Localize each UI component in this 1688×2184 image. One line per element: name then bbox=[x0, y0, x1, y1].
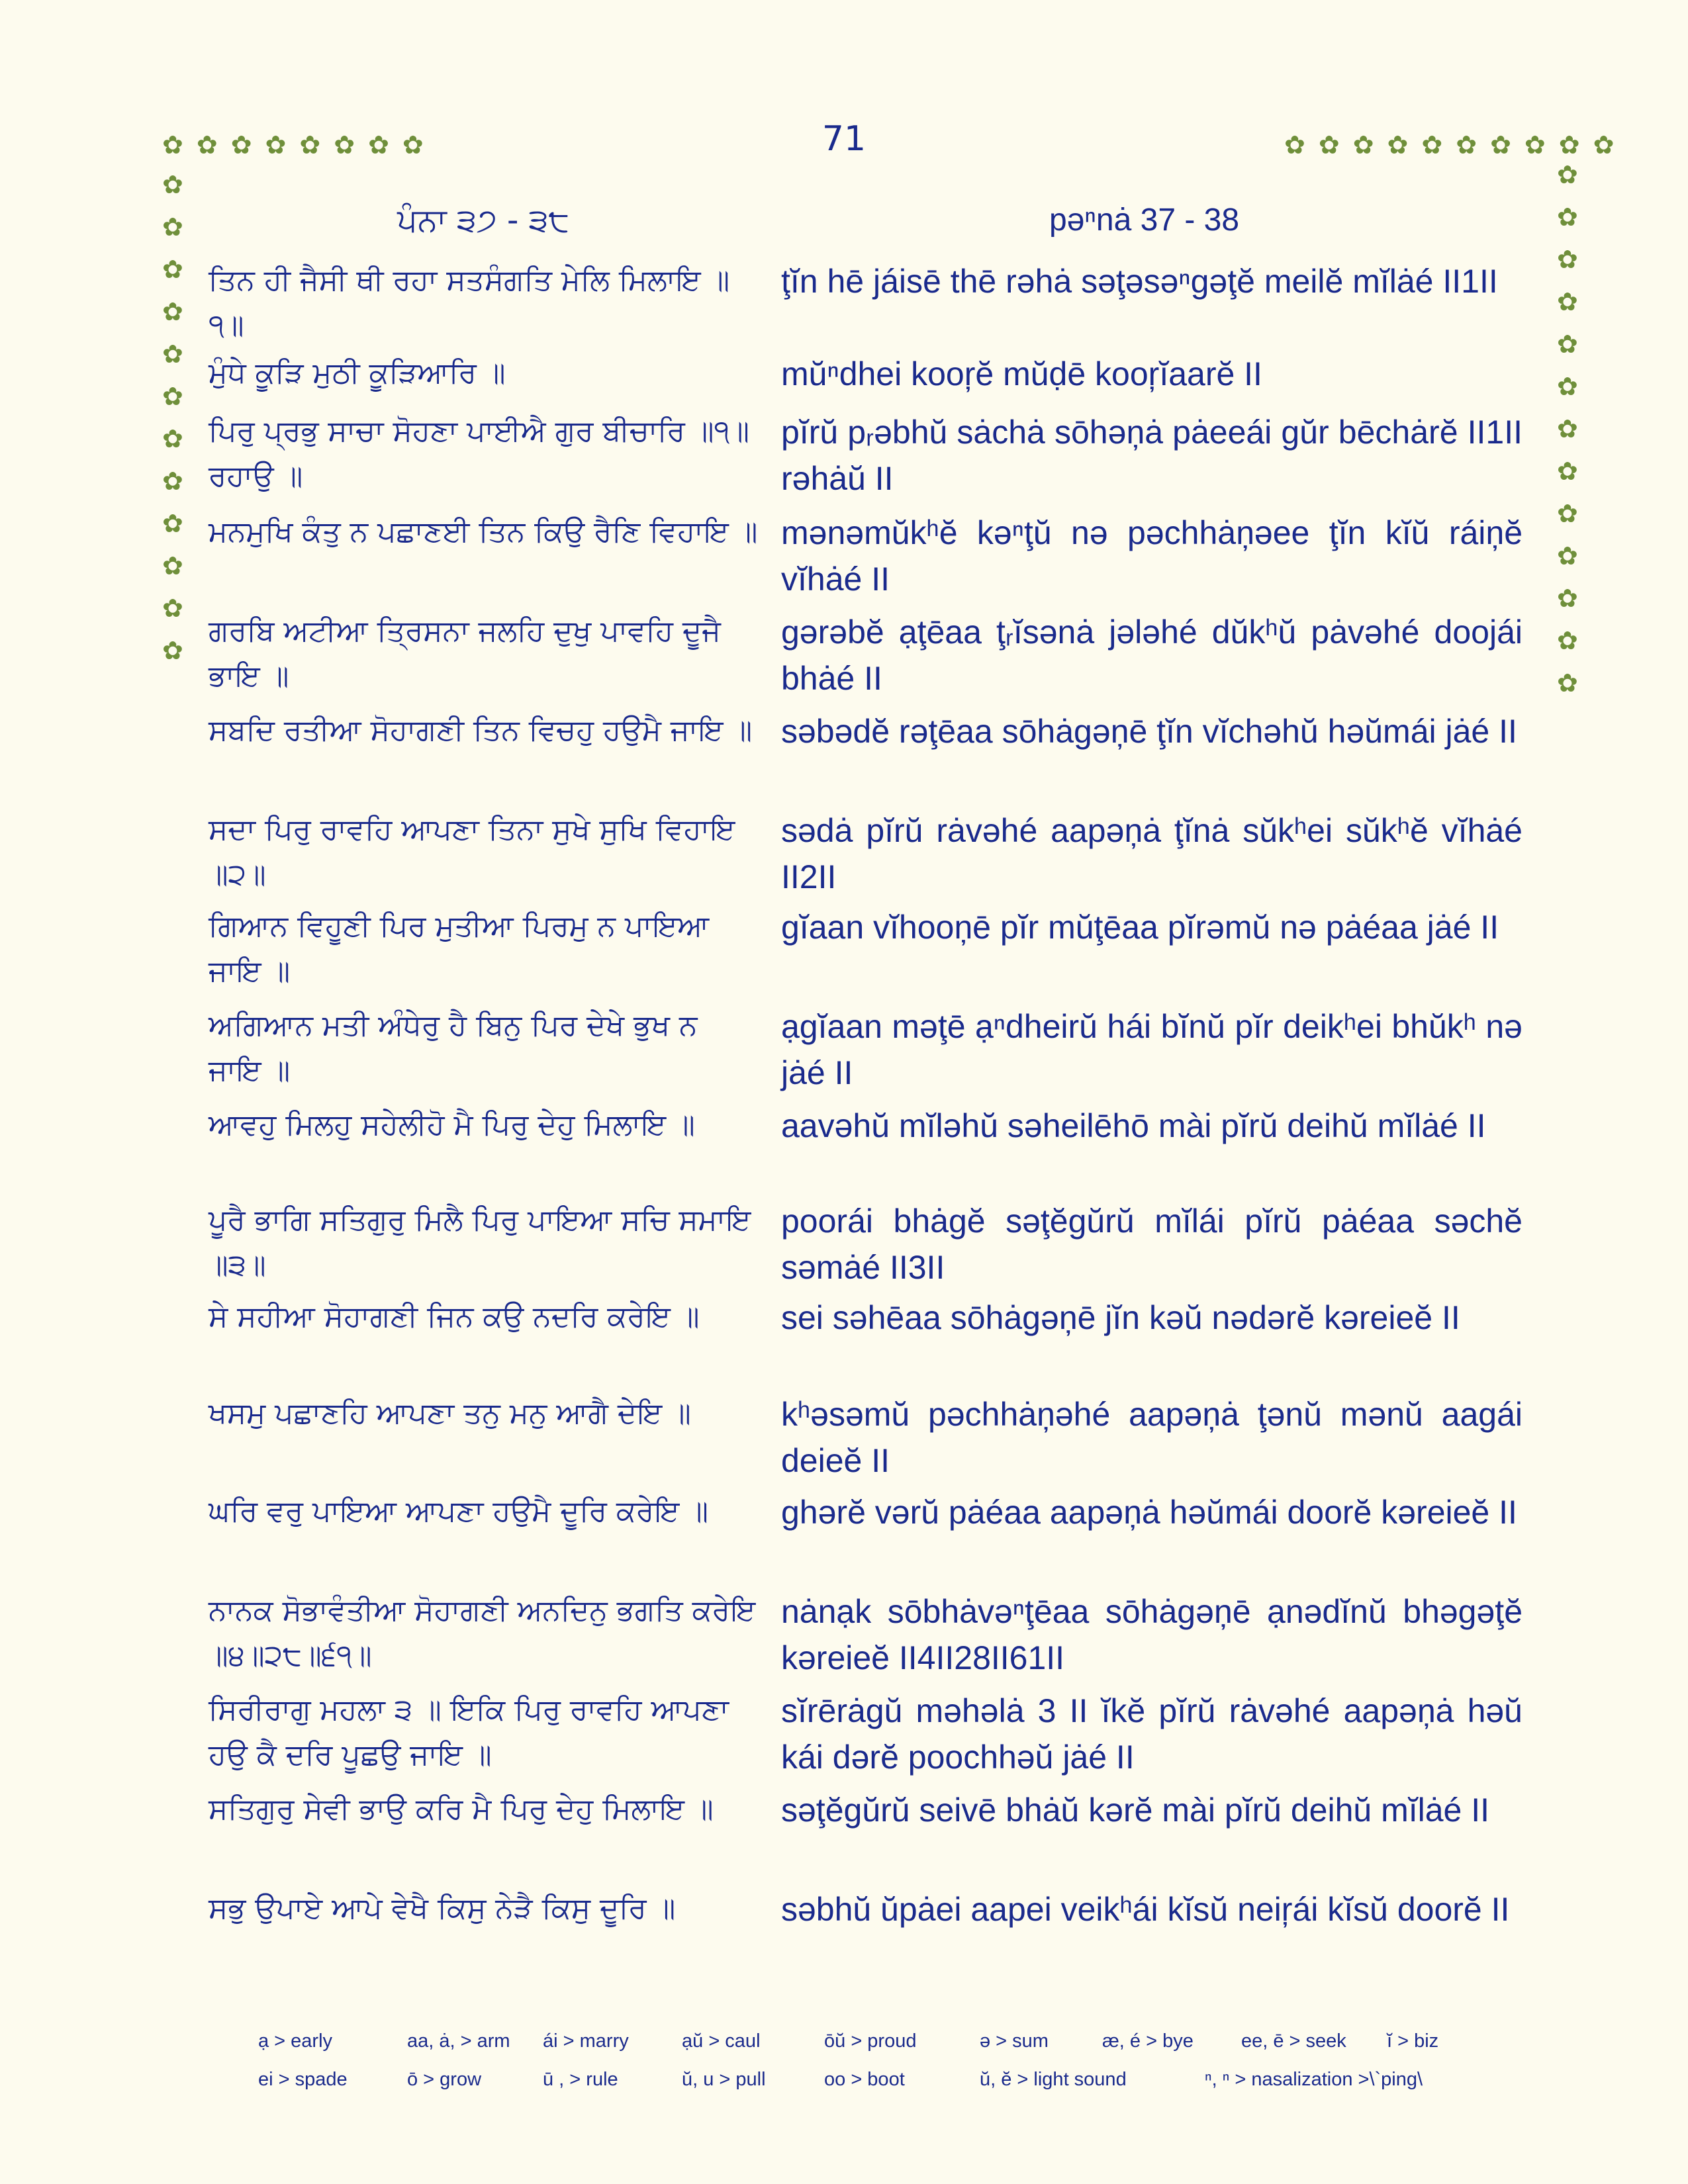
translit-line: ạgĭaan məţē ạⁿdheirŭ hái bĭnŭ pĭr deikʰei bhŭkʰ nə jȧé II bbox=[781, 1008, 1523, 1091]
legend-item: ōŭ > proud bbox=[824, 2030, 917, 2052]
gurmukhi-line: ਸਿਰੀਰਾਗੁ ਮਹਲਾ ੩ ॥ ਇਕਿ ਪਿਰੁ ਰਾਵਹਿ ਆਪਣਾ ਹਉ ਕੈ ਦਰਿ ਪੂਛਉ ਜਾਇ ॥ bbox=[209, 1693, 729, 1772]
legend-item: ei > spade bbox=[258, 2069, 348, 2090]
translit-line: səţĕgŭrŭ seivē bhȧŭ kərĕ mài pĭrŭ deihŭ mĭlȧé II bbox=[781, 1792, 1490, 1829]
translit-line: ţĭn hē jáisē thē rəhȧ səţəsəⁿgəţĕ meilĕ mĭlȧé II1II bbox=[781, 263, 1498, 300]
flower-ornament-icon: ✿ bbox=[334, 130, 355, 159]
legend-item: ạ > early bbox=[258, 2030, 333, 2052]
flower-ornament-icon: ✿ bbox=[1557, 203, 1578, 232]
translit-line: nȧnạk sōbhȧvəⁿţēaa sōhȧgəņē ạnədĭnŭ bhəgəţĕ kəreieĕ II4II28II61II bbox=[781, 1593, 1523, 1676]
ornament-top-left bbox=[162, 132, 424, 158]
flower-ornament-icon: ✿ bbox=[265, 130, 287, 159]
flower-ornament-icon: ✿ bbox=[1557, 330, 1578, 359]
gurmukhi-line: ਖਸਮੁ ਪਛਾਣਹਿ ਆਪਣਾ ਤਨੁ ਮਨੁ ਆਗੈ ਦੇਇ ॥ bbox=[209, 1396, 691, 1430]
flower-ornament-icon: ✿ bbox=[299, 130, 321, 159]
flower-ornament-icon: ✿ bbox=[1557, 541, 1578, 570]
gurmukhi-line: ਸਦਾ ਪਿਰੁ ਰਾਵਹਿ ਆਪਣਾ ਤਿਨਾ ਸੁਖੇ ਸੁਖਿ ਵਿਹਾਇ ॥੨॥ bbox=[209, 813, 735, 891]
flower-ornament-icon: ✿ bbox=[1490, 130, 1511, 159]
gurmukhi-line: ਗਿਆਨ ਵਿਹੂਣੀ ਪਿਰ ਮੁਤੀਆ ਪਿਰਮੁ ਨ ਪਾਇਆ ਜਾਇ ॥ bbox=[209, 909, 710, 988]
gurmukhi-line: ਪੂਰੈ ਭਾਗਿ ਸਤਿਗੁਰੁ ਮਿਲੈ ਪਿਰੁ ਪਾਇਆ ਸਚਿ ਸਮਾਇ ॥੩॥ bbox=[209, 1203, 751, 1282]
flower-ornament-icon: ✿ bbox=[1421, 130, 1443, 159]
flower-ornament-icon: ✿ bbox=[162, 594, 183, 623]
flower-ornament-icon: ✿ bbox=[1557, 626, 1578, 655]
translit-line: sədȧ pĭrŭ rȧvəhé aapəņȧ ţĭnȧ sŭkʰei sŭkʰĕ vĭhȧé II2II bbox=[781, 812, 1523, 895]
flower-ornament-icon: ✿ bbox=[1593, 130, 1615, 159]
legend-item: ŭ, u > pull bbox=[682, 2069, 766, 2090]
translit-line: kʰəsəmŭ pəchhȧņəhé aapəņȧ ţənŭ mənŭ aagái deieĕ II bbox=[781, 1396, 1523, 1479]
legend-row bbox=[258, 2069, 1516, 2107]
gurmukhi-line: ਆਵਹੁ ਮਿਲਹੁ ਸਹੇਲੀਹੋ ਮੈ ਪਿਰੁ ਦੇਹੁ ਮਿਲਾਇ ॥ bbox=[209, 1108, 695, 1142]
flower-ornament-icon: ✿ bbox=[1284, 130, 1305, 159]
flower-ornament-icon: ✿ bbox=[402, 130, 424, 159]
legend-item: æ, é > bye bbox=[1102, 2030, 1194, 2052]
translit-line: gĭaan vĭhooņē pĭr mŭţēaa pĭrəmŭ nə pȧéaa jȧé II bbox=[781, 909, 1499, 946]
legend-item: ō > grow bbox=[407, 2069, 482, 2090]
flower-ornament-icon: ✿ bbox=[1557, 372, 1578, 401]
gurmukhi-line: ਪਿਰੁ ਪ੍ਰਭੁ ਸਾਚਾ ਸੋਹਣਾ ਪਾਈਐ ਗੁਰ ਬੀਚਾਰਿ ॥੧॥ ਰਹਾਉ ॥ bbox=[209, 414, 750, 493]
flower-ornament-icon: ✿ bbox=[162, 636, 183, 665]
legend-item: ə > sum bbox=[980, 2030, 1049, 2052]
flower-ornament-icon: ✿ bbox=[162, 255, 183, 284]
flower-ornament-icon: ✿ bbox=[1557, 668, 1578, 698]
translit-line: aavəhŭ mĭləhŭ səheilēhō mài pĭrŭ deihŭ mĭlȧé II bbox=[781, 1107, 1486, 1144]
translit-line: ghərĕ vərŭ pȧéaa aapəņȧ həŭmái doorĕ kəreieĕ II bbox=[781, 1494, 1517, 1531]
flower-ornament-icon: ✿ bbox=[1557, 245, 1578, 274]
flower-ornament-icon: ✿ bbox=[368, 130, 389, 159]
gurmukhi-line: ਅਗਿਆਨ ਮਤੀ ਅੰਧੇਰੁ ਹੈ ਬਿਨੁ ਪਿਰ ਦੇਖੇ ਭੁਖ ਨ ਜਾਇ ॥ bbox=[209, 1009, 698, 1087]
legend-item: ŭ, ĕ > light sound bbox=[980, 2069, 1127, 2090]
gurmukhi-line: ਮਨਮੁਖਿ ਕੰਤੁ ਨ ਪਛਾਣਈ ਤਿਨ ਕਿਉ ਰੈਣਿ ਵਿਹਾਇ ॥ bbox=[209, 515, 758, 549]
legend-item: ū , > rule bbox=[543, 2069, 618, 2090]
translit-line: gərəbĕ ạţēaa ţᵣĭsənȧ jələhé dŭkʰŭ pȧvəhé doojái bhȧé II bbox=[781, 614, 1523, 697]
translit-line: səbhŭ ŭpȧei aapei veikʰái kĭsŭ neiŗái kĭsŭ doorĕ II bbox=[781, 1891, 1510, 1928]
flower-ornament-icon: ✿ bbox=[162, 340, 183, 369]
legend-item: ⁿ, ⁿ > nasalization >\`ping\ bbox=[1205, 2069, 1423, 2090]
flower-ornament-icon: ✿ bbox=[1557, 499, 1578, 528]
legend-item: ái > marry bbox=[543, 2030, 629, 2052]
flower-ornament-icon: ✿ bbox=[162, 170, 183, 199]
flower-ornament-icon: ✿ bbox=[230, 130, 252, 159]
flower-ornament-icon: ✿ bbox=[1524, 130, 1546, 159]
ornament-right-column bbox=[1557, 162, 1578, 696]
pronunciation-legend bbox=[258, 2030, 1516, 2107]
translit-line: səbədĕ rəţēaa sōhȧgəņē ţĭn vĭchəhŭ həŭmái jȧé II bbox=[781, 713, 1517, 750]
flower-ornament-icon: ✿ bbox=[1557, 414, 1578, 443]
flower-ornament-icon: ✿ bbox=[162, 509, 183, 538]
gurmukhi-line: ਗਰਬਿ ਅਟੀਆ ਤ੍ਰਿਸਨਾ ਜਲਹਿ ਦੁਖੁ ਪਾਵਹਿ ਦੂਜੈ ਭਾਇ ॥ bbox=[209, 614, 721, 693]
flower-ornament-icon: ✿ bbox=[1558, 130, 1580, 159]
legend-row bbox=[258, 2030, 1516, 2069]
flower-ornament-icon: ✿ bbox=[162, 467, 183, 496]
legend-item: ee, ē > seek bbox=[1241, 2030, 1346, 2052]
flower-ornament-icon: ✿ bbox=[1387, 130, 1409, 159]
translit-page-header: pəⁿnȧ 37 - 38 bbox=[1049, 203, 1240, 238]
flower-ornament-icon: ✿ bbox=[1557, 287, 1578, 316]
gurmukhi-line: ਮੁੰਧੇ ਕੂੜਿ ਮੁਠੀ ਕੂੜਿਆਰਿ ॥ bbox=[209, 356, 506, 390]
gurmukhi-line: ਸਤਿਗੁਰੁ ਸੇਵੀ ਭਾਉ ਕਰਿ ਮੈ ਪਿਰੁ ਦੇਹੁ ਮਿਲਾਇ ॥ bbox=[209, 1792, 714, 1826]
flower-ornament-icon: ✿ bbox=[1557, 584, 1578, 613]
page-number: 71 bbox=[821, 119, 867, 159]
flower-ornament-icon: ✿ bbox=[162, 382, 183, 411]
translit-line: pĭrŭ pᵣəbhŭ sȧchȧ sōhəņȧ pȧeeái gŭr bēchȧrĕ II1II rəhȧŭ II bbox=[781, 414, 1523, 497]
flower-ornament-icon: ✿ bbox=[1352, 130, 1374, 159]
translit-line: mŭⁿdhei kooŗĕ mŭḍē kooŗĭaarĕ II bbox=[781, 355, 1262, 392]
flower-ornament-icon: ✿ bbox=[1318, 130, 1340, 159]
translit-line: poorái bhȧgĕ səţĕgŭrŭ mĭlái pĭrŭ pȧéaa səchĕ səmȧé II3II bbox=[781, 1203, 1523, 1286]
gurmukhi-line: ਸਬਦਿ ਰਤੀਆ ਸੋਹਾਗਣੀ ਤਿਨ ਵਿਚਹੁ ਹਉਮੈ ਜਾਇ ॥ bbox=[209, 713, 753, 747]
flower-ornament-icon: ✿ bbox=[162, 212, 183, 242]
translit-line: sei səhēaa sōhȧgəņē jĭn kəŭ nədərĕ kəreieĕ II bbox=[781, 1299, 1460, 1336]
flower-ornament-icon: ✿ bbox=[162, 424, 183, 453]
legend-item: ĭ > biz bbox=[1387, 2030, 1439, 2052]
gurmukhi-line: ਨਾਨਕ ਸੋਭਾਵੰਤੀਆ ਸੋਹਾਗਣੀ ਅਨਦਿਨੁ ਭਗਤਿ ਕਰੇਇ ॥੪॥੨੮॥੬੧॥ bbox=[209, 1594, 756, 1672]
legend-item: aa, ȧ, > arm bbox=[407, 2030, 510, 2052]
gurmukhi-page-header: ਪੰਨਾ ੩੭ - ੩੮ bbox=[397, 202, 570, 239]
ornament-left-column bbox=[162, 172, 183, 663]
gurmukhi-line: ਤਿਨ ਹੀ ਜੈਸੀ ਥੀ ਰਹਾ ਸਤਸੰਗਤਿ ਮੇਲਿ ਮਿਲਾਇ ॥੧॥ bbox=[209, 263, 730, 342]
flower-ornament-icon: ✿ bbox=[162, 551, 183, 580]
gurmukhi-line: ਸੇ ਸਹੀਆ ਸੋਹਾਗਣੀ ਜਿਨ ਕਉ ਨਦਰਿ ਕਰੇਇ ॥ bbox=[209, 1300, 700, 1334]
flower-ornament-icon: ✿ bbox=[1557, 457, 1578, 486]
gurmukhi-line: ਸਭੁ ਉਪਾਏ ਆਪੇ ਵੇਖੈ ਕਿਸੁ ਨੇੜੈ ਕਿਸੁ ਦੂਰਿ ॥ bbox=[209, 1891, 676, 1925]
translit-line: mənəmŭkʰĕ kəⁿţŭ nə pəchhȧņəee ţĭn kĭŭ ráiņĕ vĭhȧé II bbox=[781, 514, 1523, 598]
translit-line: sĭrērȧgŭ məhəlȧ 3 II ĭkĕ pĭrŭ rȧvəhé aapəņȧ həŭ kái dərĕ poochhəŭ jȧé II bbox=[781, 1692, 1523, 1776]
gurmukhi-line: ਘਰਿ ਵਰੁ ਪਾਇਆ ਆਪਣਾ ਹਉਮੈ ਦੂਰਿ ਕਰੇਇ ॥ bbox=[209, 1494, 708, 1528]
flower-ornament-icon: ✿ bbox=[1557, 160, 1578, 189]
ornament-top-right bbox=[1284, 132, 1614, 158]
legend-item: ạŭ > caul bbox=[682, 2030, 761, 2052]
flower-ornament-icon: ✿ bbox=[162, 130, 183, 159]
flower-ornament-icon: ✿ bbox=[162, 297, 183, 326]
flower-ornament-icon: ✿ bbox=[1456, 130, 1477, 159]
legend-item: oo > boot bbox=[824, 2069, 905, 2090]
flower-ornament-icon: ✿ bbox=[196, 130, 218, 159]
